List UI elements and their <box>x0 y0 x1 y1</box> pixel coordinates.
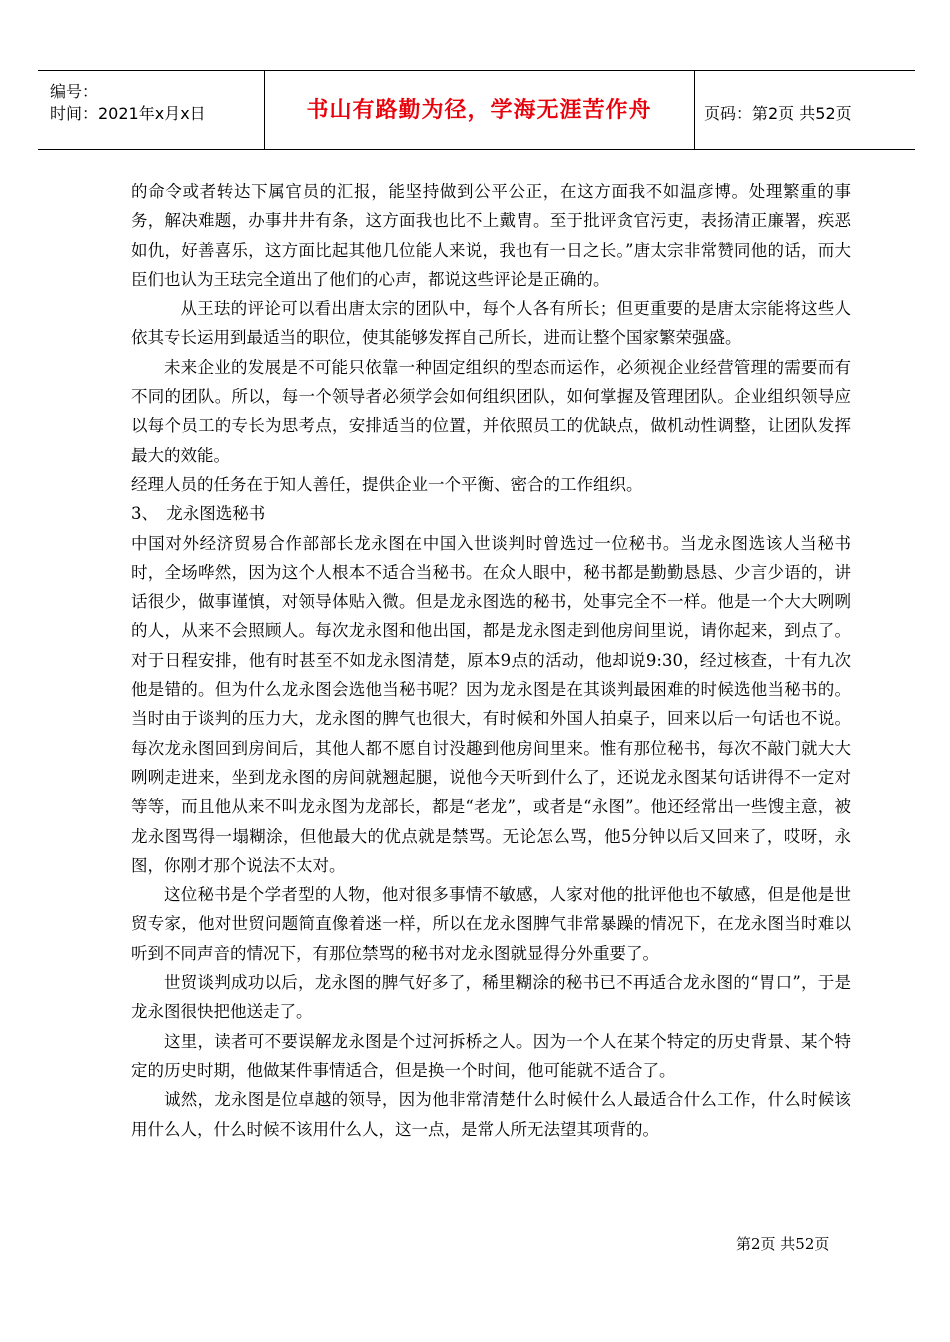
page-header <box>38 70 915 150</box>
paragraph-5: 中国对外经济贸易合作部部长龙永图在中国入世谈判时曾选过一位秘书。当龙永图选该人当秘书时，全场哗然，因为这个人根本不适合当秘书。在众人眼中，秘书都是勤勤恳恳、少言少语的，讲话很少，做事谨慎，对领导体贴入微。但是龙永图选的秘书，处事完全不一样。他是一个大大咧咧的人，从来不会照顾人。每次龙永图和他出国，都是龙永图走到他房间里说，请你起来，到点了。对于日程安排，他有时甚至不如龙永图清楚，原本9点的活动，他却说9:30，经过核查，十有九次他是错的。但为什么龙永图会选他当秘书呢？因为龙永图是在其谈判最困难的时候选他当秘书的。当时由于谈判的压力大，龙永图的脾气也很大，有时候和外国人拍桌子，回来以后一句话也不说。每次龙永图回到房间后，其他人都不愿自讨没趣到他房间里来。惟有那位秘书，每次不敲门就大大咧咧走进来，坐到龙永图的房间就翘起腿，说他今天听到什么了，还说龙永图某句话讲得不一定对等等，而且他从来不叫龙永图为龙部长，都是“老龙”，或者是“永图”。他还经常出一些馊主意，被龙永图骂得一塌糊涂，但他最大的优点就是禁骂。无论怎么骂，他5分钟以后又回来了，哎呀，永图，你刚才那个说法不太对。 <box>131 533 851 875</box>
header-meta-cell <box>38 71 265 149</box>
paragraph-8: 这里，读者可不要误解龙永图是个过河拆桥之人。因为一个人在某个特定的历史背景、某个特定的历史时期，他做某件事情适合，但是换一个时间，他可能就不适合了。 <box>131 1031 851 1080</box>
page-footer: 第2页 共52页 <box>736 1235 830 1253</box>
section-heading-3: 3、 龙永图选秘书 <box>131 504 266 524</box>
document-time-label: 时间：2021年x月x日 <box>50 104 206 123</box>
header-motto-cell <box>264 71 695 149</box>
paragraph-6: 这位秘书是个学者型的人物，他对很多事情不敏感，人家对他的批评他也不敏感，但是他是世贸专家，他对世贸问题简直像着迷一样，所以在龙永图脾气非常暴躁的情况下，在龙永图当时难以听到不同声音的情况下，有那位禁骂的秘书对龙永图就显得分外重要了。 <box>131 885 851 963</box>
header-page-code: 页码：第2页 共52页 <box>704 104 852 123</box>
paragraph-7: 世贸谈判成功以后，龙永图的脾气好多了，稀里糊涂的秘书已不再适合龙永图的“胃口”，于是龙永图很快把他送走了。 <box>131 973 851 1022</box>
header-page-cell <box>694 71 915 149</box>
paragraph-9: 诚然，龙永图是位卓越的领导，因为他非常清楚什么时候什么人最适合什么工作，什么时候该用什么人，什么时候不该用什么人，这一点，是常人所无法望其项背的。 <box>131 1090 851 1139</box>
document-number-label: 编号： <box>50 82 99 101</box>
paragraph-3: 未来企业的发展是不可能只依靠一种固定组织的型态而运作，必须视企业经营管理的需要而有不同的团队。所以，每一个领导者必须学会如何组织团队，如何掌握及管理团队。企业组织领导应以每个员工的专长为思考点，安排适当的位置，并依照员工的优缺点，做机动性调整，让团队发挥最大的效能。 <box>131 357 851 465</box>
header-motto: 书山有路勤为径，学海无涯苦作舟 <box>306 98 652 123</box>
document-body <box>131 177 851 1144</box>
paragraph-2: 从王珐的评论可以看出唐太宗的团队中，每个人各有所长；但更重要的是唐太宗能将这些人依其专长运用到最适当的职位，使其能够发挥自己所长，进而让整个国家繁荣强盛。 <box>131 299 851 348</box>
paragraph-4: 经理人员的任务在于知人善任，提供企业一个平衡、密合的工作组织。 <box>131 474 643 494</box>
paragraph-1: 的命令或者转达下属官员的汇报，能坚持做到公平公正，在这方面我不如温彦博。处理繁重的事务，解决难题，办事井井有条，这方面我也比不上戴胄。至于批评贪官污吏，表扬清正廉署，疾恶如仇，好善喜乐，这方面比起其他几位能人来说，我也有一日之长。”唐太宗非常赞同他的话，而大臣们也认为王珐完全道出了他们的心声，都说这些评论是正确的。 <box>131 182 851 289</box>
